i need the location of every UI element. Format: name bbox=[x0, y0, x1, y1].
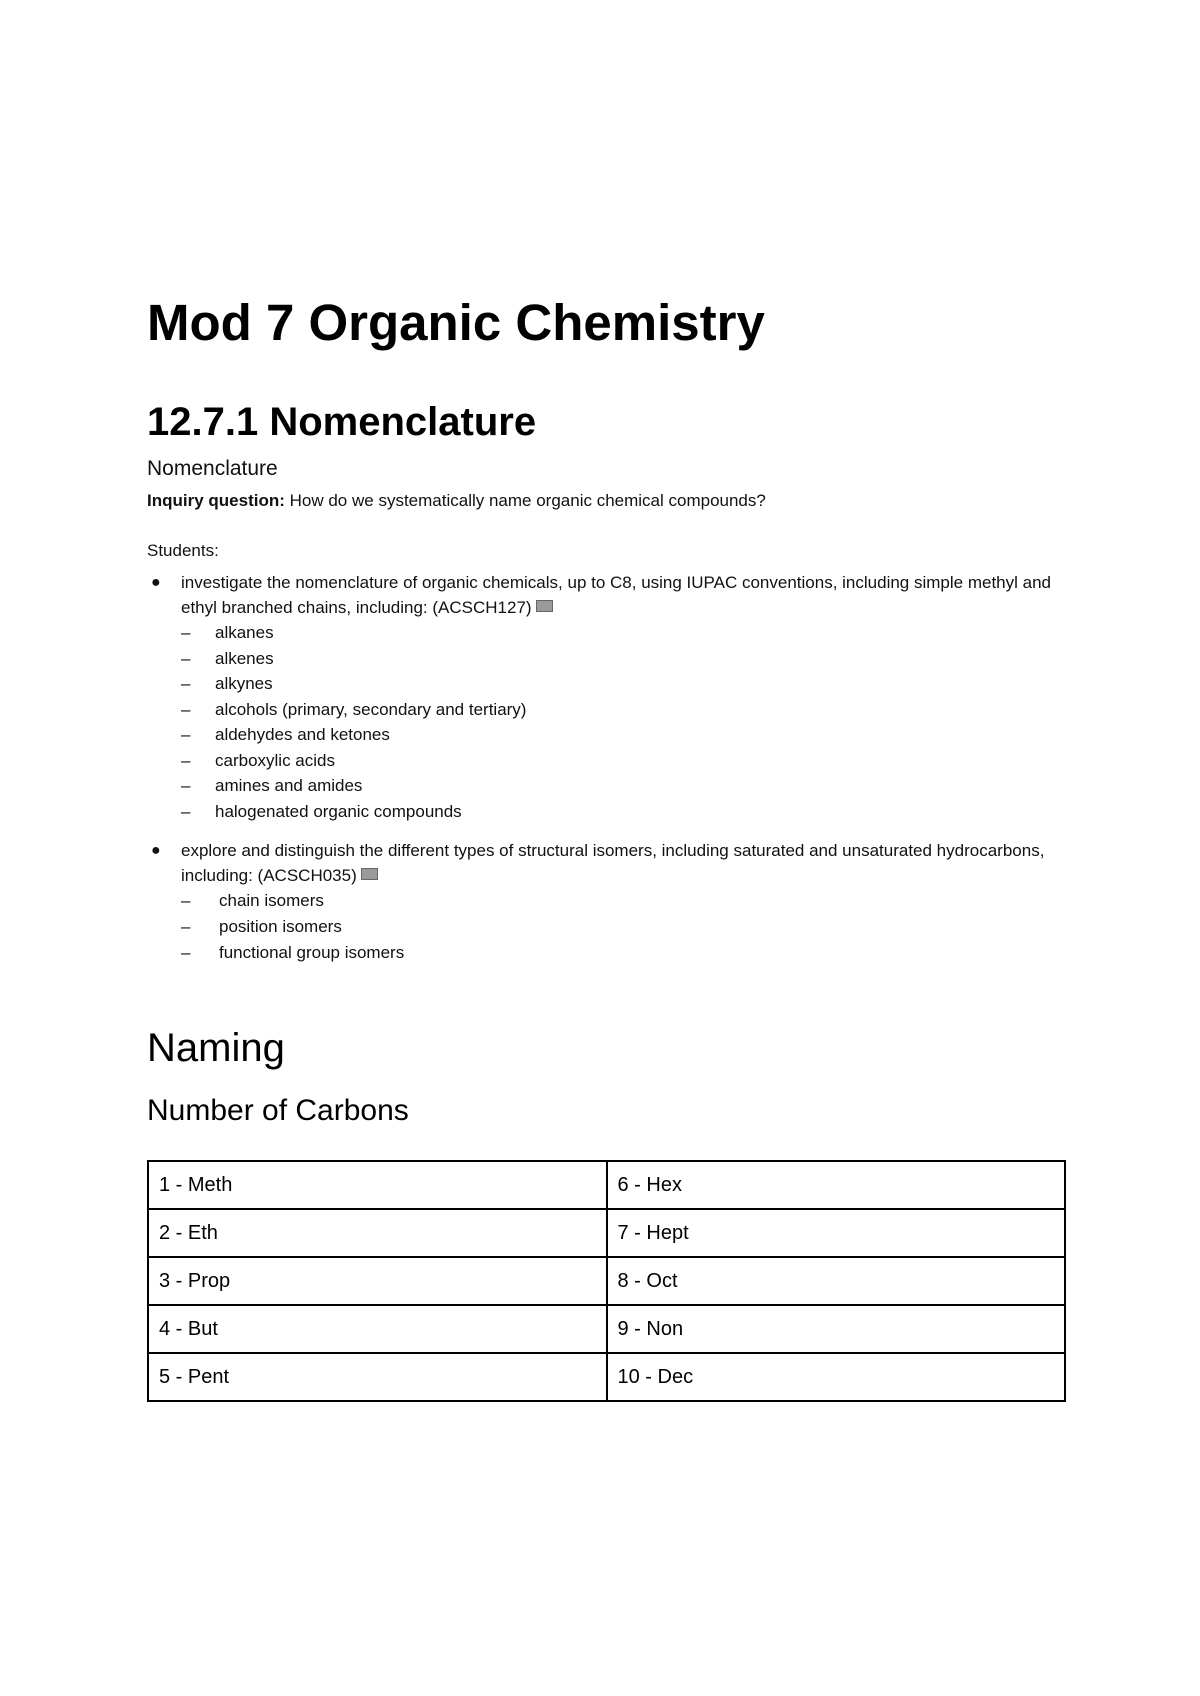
inquiry-label: Inquiry question: bbox=[147, 491, 285, 510]
table-row bbox=[148, 1305, 1065, 1353]
list-item: – alkenes bbox=[181, 648, 274, 668]
list-item: – chain isomers bbox=[181, 891, 324, 910]
table-row bbox=[148, 1353, 1065, 1401]
table-cell: 1 - Meth bbox=[148, 1161, 607, 1209]
list-item: – alcohols (primary, secondary and tertiary) bbox=[181, 699, 527, 719]
students-label: Students: bbox=[147, 541, 219, 560]
table-row bbox=[148, 1257, 1065, 1305]
table-cell: 4 - But bbox=[148, 1305, 607, 1353]
sub-list bbox=[181, 888, 1067, 966]
list-item: – carboxylic acids bbox=[181, 750, 335, 770]
table-cell: 2 - Eth bbox=[148, 1209, 607, 1257]
table-cell: 3 - Prop bbox=[148, 1257, 607, 1305]
table-cell: 9 - Non bbox=[607, 1305, 1066, 1353]
table-cell: 6 - Hex bbox=[607, 1161, 1066, 1209]
carbons-heading: Number of Carbons bbox=[147, 1094, 409, 1127]
list-item: – aldehydes and ketones bbox=[181, 725, 390, 744]
list-item: – position isomers bbox=[181, 917, 342, 936]
table-cell: 8 - Oct bbox=[607, 1257, 1066, 1305]
document-icon[interactable] bbox=[536, 600, 553, 612]
bullet-marker: ● bbox=[151, 574, 161, 591]
section-heading: 12.7.1 Nomenclature bbox=[147, 400, 537, 444]
document-icon[interactable] bbox=[361, 868, 378, 880]
inquiry-question bbox=[147, 490, 1067, 512]
table-row bbox=[148, 1161, 1065, 1209]
table-cell: 7 - Hept bbox=[607, 1209, 1066, 1257]
bullet-text: investigate the nomenclature of organic chemicals, up to C8, using IUPAC conventions, including simple methyl and ethyl branched chains, including: (ACSCH127) bbox=[181, 573, 1051, 617]
bullet-text: explore and distinguish the different types of structural isomers, including saturated and unsaturated hydrocarbons, including: (ACSCH035) bbox=[181, 841, 1045, 885]
list-item: – alkynes bbox=[181, 674, 273, 693]
page-title: Mod 7 Organic Chemistry bbox=[147, 294, 765, 351]
naming-heading: Naming bbox=[147, 1026, 285, 1070]
table-cell: 10 - Dec bbox=[607, 1353, 1066, 1401]
list-item: – alkanes bbox=[181, 623, 274, 642]
inquiry-text: How do we systematically name organic chemical compounds? bbox=[289, 491, 766, 510]
table-row bbox=[148, 1209, 1065, 1257]
list-item: – functional group isomers bbox=[181, 943, 405, 962]
bullet-item bbox=[147, 838, 1067, 966]
carbon-prefix-table bbox=[147, 1160, 1066, 1402]
list-item: – amines and amides bbox=[181, 776, 363, 795]
bullet-marker: ● bbox=[151, 842, 161, 859]
bullet-item bbox=[147, 570, 1067, 824]
list-item: – halogenated organic compounds bbox=[181, 801, 462, 821]
syllabus-excerpt bbox=[147, 456, 1067, 966]
table-cell: 5 - Pent bbox=[148, 1353, 607, 1401]
excerpt-heading: Nomenclature bbox=[147, 457, 278, 480]
sub-list bbox=[181, 620, 1067, 824]
